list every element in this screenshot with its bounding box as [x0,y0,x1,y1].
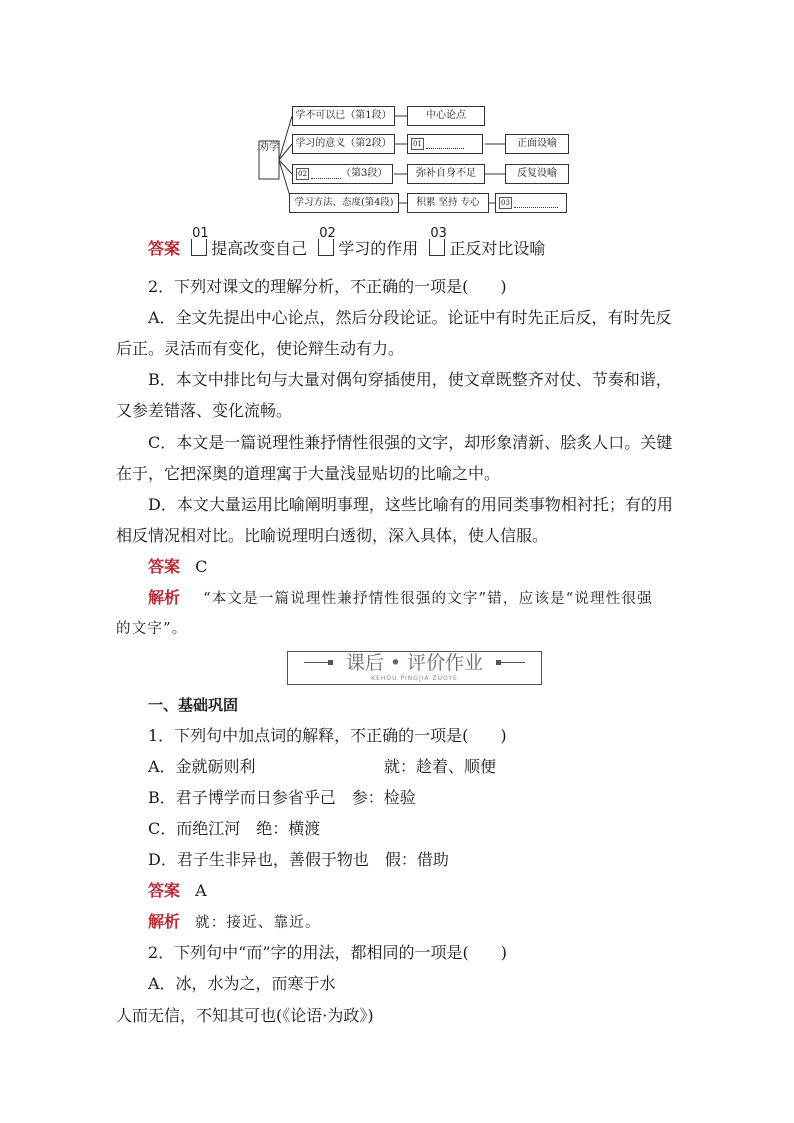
diagram-row3-mid: 弥补自身不足 [407,164,485,184]
diagram-row2-mid [407,134,483,154]
answer-item-01: 提高改变自己 [211,239,308,258]
blank-03-marker: 03 [499,197,512,209]
diagram-row3-left [292,164,393,184]
q2-analysis-text: “本文是一篇说理性兼抒情性很强的文字”错，应该是“说理性很强 [203,591,653,607]
diagram-root: 劝学 [259,142,279,153]
diagram-answer-line [148,226,546,259]
q2-option-b-line1: B．本文中排比句与大量对偶句穿插使用，使文章既整齐对仗、节奏和谐， [148,370,672,389]
q2-option-a-line2: 后正。灵活而有变化，使论辩生动有力。 [116,339,405,358]
s-q1-option-b: B．君子博学而日参省乎己 参：检验 [148,788,416,807]
answer-item-03: 正反对比设喻 [449,239,546,258]
diagram-row4-mid: 积累 坚持 专心 [407,193,489,213]
diagram-row2-left: 学习的意义（第2段） [292,134,395,154]
blank-03-line [514,197,558,208]
answer-marker-01: 01 [191,239,207,256]
diagram-row4-left: 学习方法、态度(第4段) [289,193,399,213]
s-q1-option-a-sentence: A．金就砺则利 [148,757,256,776]
s-q1-stem: 1．下列句中加点词的解释，不正确的一项是( ) [148,726,507,745]
q2-answer-label: 答案 [148,557,181,576]
s-q2-option-a: A．冰，水为之，而寒于水 [148,974,336,993]
blank-01-line [426,138,464,149]
s-q2-option-a-extra: 人而无信，不知其可也(《论语·为政》) [116,1006,374,1025]
section-banner [287,651,542,685]
q2-answer [148,557,207,577]
s-q1-analysis-text: 就：接近、靠近。 [195,915,321,931]
s-q2-stem: 2．下列句中“而”字的用法，都相同的一项是( ) [148,943,508,962]
banner-subtitle: KEHOU PINGJIA ZUOYE [371,675,458,682]
q2-option-c-line2: 在于，它把深奥的道理寓于大量浅显贴切的比喻之中。 [116,464,501,483]
s-q1-answer [148,881,207,901]
s-q1-analysis [148,912,321,933]
q2-option-c-line1: C．本文是一篇说理性兼抒情性很强的文字，却形象清新、脍炙人口。关键 [148,433,673,452]
q2-option-b-line2: 又参差错落、变化流畅。 [116,401,293,420]
q2-option-d-line2: 相反情况相对比。比喻说理明白透彻，深入具体，使人信服。 [116,526,549,545]
s-q1-analysis-label: 解析 [148,912,181,931]
s-q1-option-a [148,757,497,777]
banner-title: 课后 • 评价作业 [345,652,484,674]
s-q1-answer-label: 答案 [148,881,181,900]
diagram-row2-right: 正面设喻 [505,134,569,154]
blank-02-line [311,168,341,179]
s-q1-option-a-gloss: 就：趁着、顺便 [384,757,497,776]
q2-analysis-line2: 的文字”。 [116,621,188,637]
s-q1-answer-value: A [195,881,207,900]
q2-answer-value: C [195,557,208,576]
diagram-row1-left: 学不可以已（第1段） [292,106,395,126]
q2-analysis-label: 解析 [148,588,181,607]
answer-marker-02: 02 [318,239,334,256]
q2-stem: 2．下列对课文的理解分析，不正确的一项是( ) [148,277,507,296]
s-q1-option-c: C．而绝江河 绝：横渡 [148,819,321,838]
q2-option-d-line1: D．本文大量运用比喻阐明事理，这些比喻有的用同类事物相衬托；有的用 [148,495,673,514]
section-heading: 一、基础巩固 [148,696,239,714]
diagram-row1-mid: 中心论点 [407,106,485,126]
answer-label: 答案 [148,239,181,258]
blank-01-marker: 01 [411,138,424,150]
diagram-row4-right [495,193,567,213]
q2-option-a-line1: A．全文先提出中心论点，然后分段论证。论证中有时先正后反，有时先反 [148,308,672,327]
diagram-row3-right: 反复设喻 [505,164,569,184]
s-q1-option-d: D．君子生非异也，善假于物也 假：借助 [148,850,449,869]
blank-02-marker: 02 [296,168,309,180]
diagram-row3-left-text: （第3段） [341,168,388,179]
q2-analysis-line1 [148,588,653,609]
answer-item-02: 学习的作用 [338,239,419,258]
answer-marker-03: 03 [429,239,445,256]
